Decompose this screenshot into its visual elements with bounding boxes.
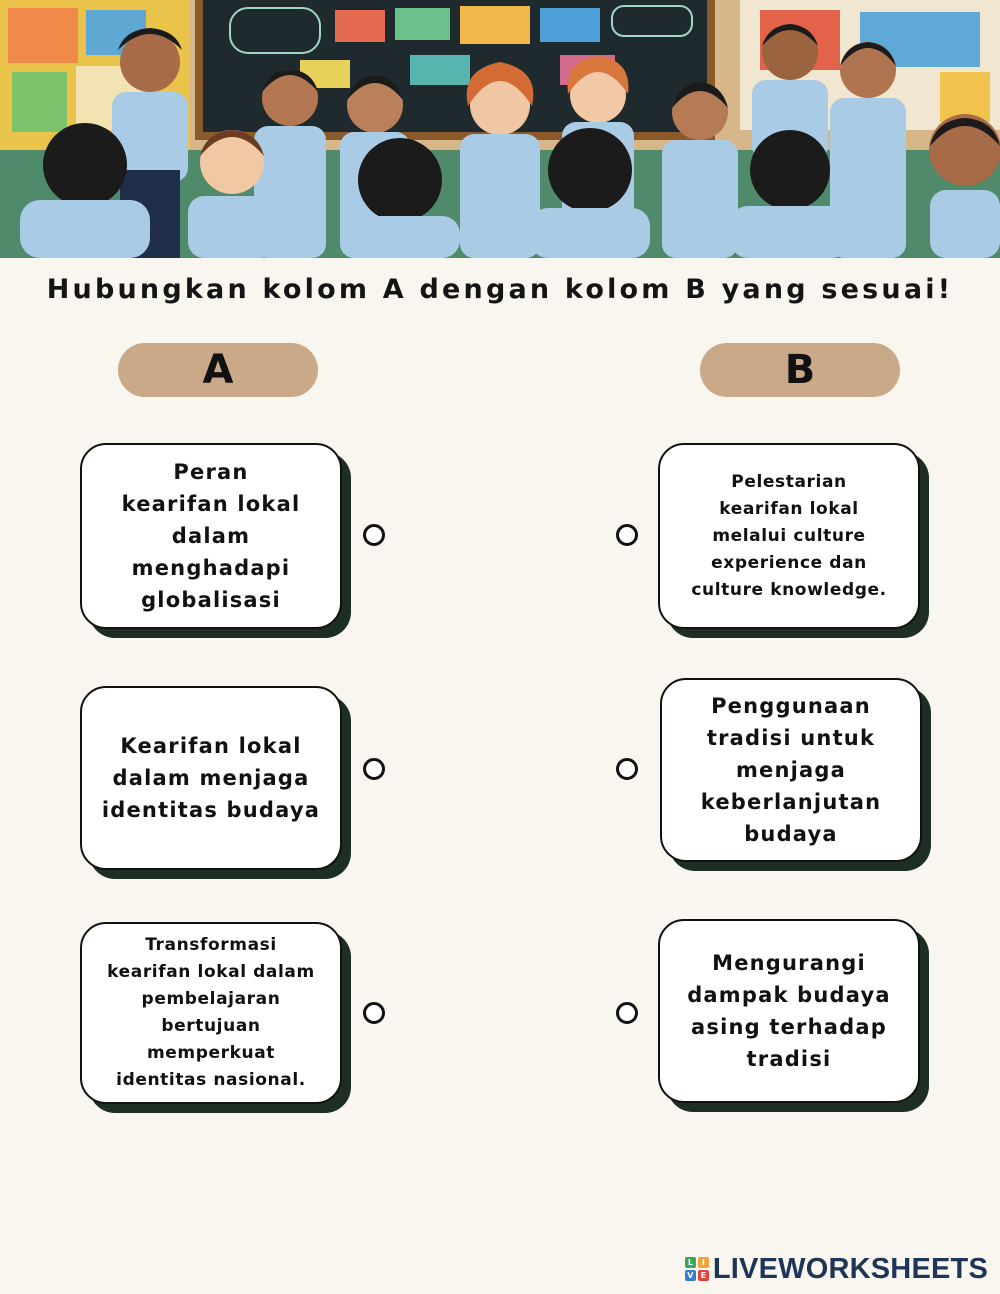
liveworksheets-logo[interactable] <box>685 1254 988 1284</box>
logo-mark-icon: L I V E <box>685 1257 709 1281</box>
logo-text: LIVEWORKSHEETS <box>712 1252 988 1285</box>
column-a-item-2: Kearifan lokal dalam menjaga identitas budaya <box>80 686 342 870</box>
column-b-connector-2[interactable] <box>616 758 638 780</box>
column-b-item-2: Penggunaan tradisi untuk menjaga keberlanjutan budaya <box>660 678 922 862</box>
column-b-header: B <box>700 343 900 397</box>
column-a-connector-2[interactable] <box>363 758 385 780</box>
instruction-title: Hubungkan kolom A dengan kolom B yang sesuai! <box>46 274 954 305</box>
column-b-connector-1[interactable] <box>616 524 638 546</box>
column-b-item-1: Pelestarian kearifan lokal melalui culture experience dan culture knowledge. <box>658 443 920 629</box>
column-a-connector-1[interactable] <box>363 524 385 546</box>
column-a-header: A <box>118 343 318 397</box>
column-b-connector-3[interactable] <box>616 1002 638 1024</box>
column-b-item-3: Mengurangi dampak budaya asing terhadap tradisi <box>658 919 920 1103</box>
column-a-item-3: Transformasi kearifan lokal dalam pembelajaran bertujuan memperkuat identitas nasional. <box>80 922 342 1104</box>
column-a-connector-3[interactable] <box>363 1002 385 1024</box>
column-a-item-1: Peran kearifan lokal dalam menghadapi globalisasi <box>80 443 342 629</box>
classroom-illustration <box>0 0 1000 258</box>
